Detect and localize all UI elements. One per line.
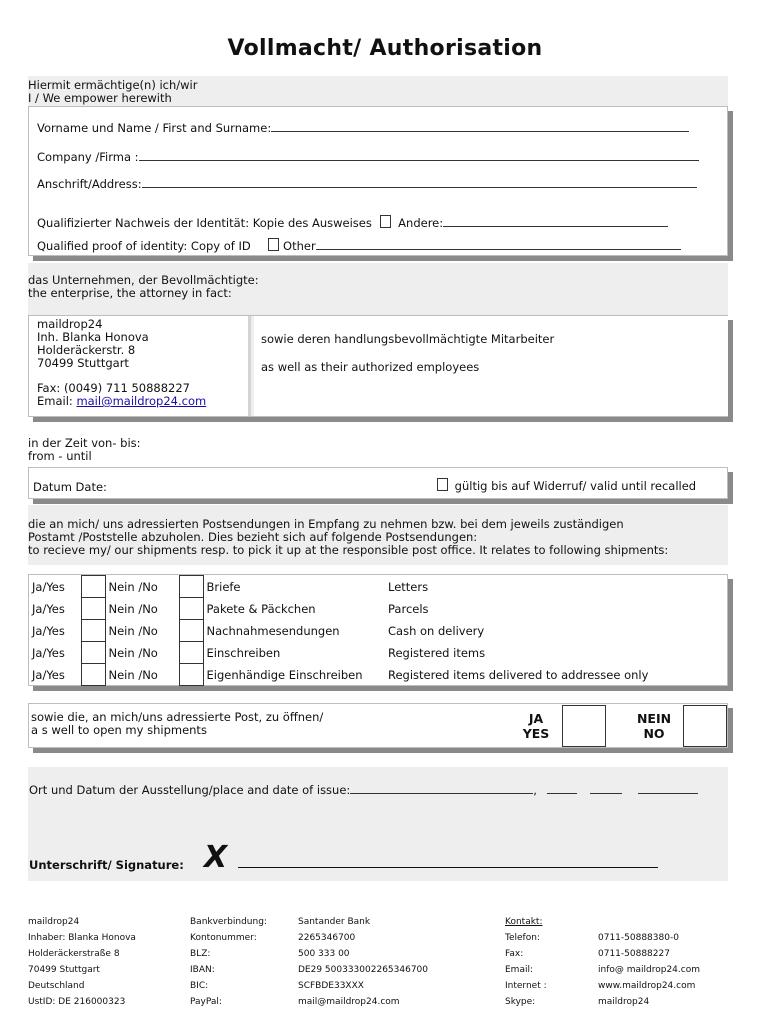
footer-contact-value: 0711-50888227: [598, 949, 670, 959]
issue-band: [28, 767, 728, 837]
footer-contact-title: Kontakt:: [505, 917, 543, 927]
shipment-row: [29, 598, 725, 620]
shipment-yes-checkbox[interactable]: [81, 664, 105, 686]
company-name: maildrop24: [37, 317, 103, 331]
footer-bank-value: mail@maildrop24.com: [298, 997, 400, 1007]
shipment-type-en: Cash on delivery: [388, 623, 485, 638]
footer-contact-label: Email:: [505, 965, 534, 975]
footer-bank-value: SCFBDE33XXX: [298, 981, 364, 991]
shipment-row: [29, 664, 725, 686]
date-label[interactable]: Datum Date:: [33, 480, 107, 494]
open-yes: YES: [522, 726, 550, 741]
valid-row: [437, 478, 696, 493]
id-en-row: [37, 238, 681, 253]
footer-company-line: 70499 Stuttgart: [28, 965, 100, 975]
shipment-type-en: Registered items: [388, 645, 486, 660]
shipment-yes-label: Ja/Yes: [32, 667, 65, 682]
shipment-row: [29, 576, 725, 598]
shipment-no-label: Nein /No: [108, 645, 158, 660]
shipment-no-checkbox[interactable]: [179, 620, 203, 642]
shipment-no-label: Nein /No: [108, 623, 158, 638]
footer-bank-label: BLZ:: [190, 949, 211, 959]
footer-bank-value: 2265346700: [298, 933, 356, 943]
enterprise-band: [28, 263, 728, 315]
receipt-line-1: die an mich/ uns adressierten Postsendungen in Empfang zu nehmen bzw. bei dem jeweils zuständigen: [28, 517, 624, 531]
shipment-type-en: Letters: [388, 579, 429, 594]
shipment-yes-checkbox[interactable]: [81, 642, 105, 664]
company-label: Company /Firma :: [37, 150, 139, 164]
issue-row[interactable]: Ort und Datum der Ausstellung/place and date of issue: ,: [29, 783, 698, 797]
open-ja: JA: [528, 711, 544, 726]
footer-bank-value: 500 333 00: [298, 949, 350, 959]
shipment-type-de: Pakete & Päckchen: [206, 601, 316, 616]
footer-bank-values: [298, 914, 468, 1010]
issue-place-line[interactable]: [350, 783, 533, 794]
shipment-no-checkbox[interactable]: [179, 598, 203, 620]
company-email-label: Email:: [37, 394, 73, 408]
receipt-line-2: Postamt /Poststelle abzuholen. Dies bezieht sich auf folgende Postsendungen:: [28, 530, 478, 544]
footer-company-line: maildrop24: [28, 917, 80, 927]
shipment-no-label: Nein /No: [108, 579, 158, 594]
id-en-checkbox[interactable]: [268, 238, 279, 251]
open-line-de: sowie die, an mich/uns adressierte Post, zu öffnen/: [31, 710, 324, 724]
issue-year-line[interactable]: [638, 783, 698, 794]
open-yes-label: [521, 711, 551, 741]
id-de-row: [37, 215, 668, 230]
period-line-en: from - until: [28, 449, 92, 463]
open-nein: NEIN: [636, 711, 672, 726]
open-shipments-box: [28, 703, 728, 748]
name-label: Vorname und Name / First and Surname:: [37, 121, 272, 135]
shipment-yes-label: Ja/Yes: [32, 645, 65, 660]
period-line-de: in der Zeit von- bis:: [28, 436, 141, 450]
footer-company: [28, 914, 188, 1010]
intro-line-en: I / We empower herewith: [28, 91, 172, 105]
enterprise-line-de: das Unternehmen, der Bevollmächtigte:: [28, 273, 259, 287]
shipment-type-en: Registered items delivered to addressee only: [388, 667, 649, 682]
person-details-box: [28, 106, 728, 256]
footer-contact-labels: [505, 914, 577, 1010]
enterprise-line-en: the enterprise, the attorney in fact:: [28, 286, 232, 300]
shipment-type-de: Briefe: [206, 579, 241, 594]
issue-month-line[interactable]: [590, 783, 622, 794]
open-yes-checkbox[interactable]: [562, 705, 606, 747]
open-no-checkbox[interactable]: [683, 705, 727, 747]
company-fax: Fax: (0049) 711 50888227: [37, 381, 190, 395]
footer-bank-label: BIC:: [190, 981, 209, 991]
shipment-no-checkbox[interactable]: [179, 664, 203, 686]
footer-contact-label: Internet :: [505, 981, 547, 991]
open-line-en: a s well to open my shipments: [31, 723, 207, 737]
footer-contact-values: [598, 930, 748, 1010]
footer-company-line: UstID: DE 216000323: [28, 997, 126, 1007]
company-email-row: [29, 395, 248, 408]
shipment-yes-checkbox[interactable]: [81, 576, 105, 598]
footer-bank-label: PayPal:: [190, 997, 222, 1007]
issue-label: Ort und Datum der Ausstellung/place and date of issue:: [29, 783, 351, 797]
id-copy-checkbox[interactable]: [380, 215, 391, 228]
id-de-other-label: Andere:: [398, 216, 444, 230]
shipment-no-label: Nein /No: [108, 667, 158, 682]
intro-band: [28, 76, 728, 106]
shipment-no-checkbox[interactable]: [179, 642, 203, 664]
shipment-row: [29, 642, 725, 664]
employees-en: as well as their authorized employees: [261, 360, 480, 374]
footer-bank-label: IBAN:: [190, 965, 215, 975]
shipment-type-de: Nachnahmesendungen: [206, 623, 340, 638]
footer-bank-value: DE29 500333002265346700: [298, 965, 428, 975]
name-field[interactable]: [37, 121, 689, 135]
page-title: Vollmacht/ Authorisation: [227, 36, 543, 61]
open-no: NO: [643, 726, 665, 741]
company-line[interactable]: [139, 150, 699, 161]
footer-contact-label: Skype:: [505, 997, 536, 1007]
address-line[interactable]: [142, 177, 697, 188]
signature-band: [28, 837, 728, 881]
footer-contact-value: www.maildrop24.com: [598, 981, 696, 991]
company-employees-cell: [254, 316, 728, 416]
shipments-box: [28, 574, 728, 686]
footer-bank-label: Kontonummer:: [190, 933, 257, 943]
shipment-no-label: Nein /No: [108, 601, 158, 616]
open-no-label: [629, 711, 679, 741]
footer-company-line: Holderäckerstraße 8: [28, 949, 120, 959]
shipment-yes-checkbox[interactable]: [81, 620, 105, 642]
footer-contact-value: maildrop24: [598, 997, 650, 1007]
intro-line-de: Hiermit ermächtige(n) ich/wir: [28, 78, 198, 92]
company-address-cell: [29, 316, 251, 416]
shipment-type-en: Parcels: [388, 601, 429, 616]
address-label: Anschrift/Address:: [37, 177, 142, 191]
shipments-table: [29, 575, 726, 686]
footer-bank-label: Bankverbindung:: [190, 917, 267, 927]
footer-bank-labels: [190, 914, 281, 1010]
receipt-line-3: to recieve my/ our shipments resp. to pick it up at the responsible post office. It relates to following shipments:: [28, 543, 669, 557]
id-other-line[interactable]: [443, 216, 668, 227]
address-field[interactable]: [37, 177, 697, 191]
footer-contact-label: Fax:: [505, 949, 524, 959]
footer-contact-value: info@ maildrop24.com: [598, 965, 700, 975]
valid-until-recalled-checkbox[interactable]: [437, 478, 448, 491]
date-box: [28, 467, 728, 499]
company-field[interactable]: [37, 150, 699, 164]
id-de-label: Qualifizierter Nachweis der Identität: Kopie des Ausweises: [37, 216, 372, 230]
footer-company-line: Deutschland: [28, 981, 85, 991]
shipment-row: [29, 620, 725, 642]
id-en-label: Qualified proof of identity: Copy of ID: [37, 239, 251, 253]
footer-company-line: Inhaber: Blanka Honova: [28, 933, 136, 943]
company-box: [28, 315, 728, 417]
company-email-link[interactable]: mail@maildrop24.com: [76, 394, 207, 408]
shipment-yes-checkbox[interactable]: [81, 598, 105, 620]
shipment-yes-label: Ja/Yes: [32, 579, 65, 594]
period-heading: [28, 437, 141, 463]
shipment-type-de: Einschreiben: [206, 645, 281, 660]
employees-de: sowie deren handlungsbevollmächtigte Mitarbeiter: [261, 332, 555, 346]
shipment-yes-label: Ja/Yes: [32, 623, 65, 638]
signature-line[interactable]: [238, 867, 658, 868]
open-text: [31, 711, 323, 737]
receipt-band: [28, 505, 728, 565]
issue-day-line[interactable]: [547, 783, 577, 794]
company-street: Holderäckerstr. 8: [37, 343, 136, 357]
footer-bank-value: Santander Bank: [298, 917, 371, 927]
name-line[interactable]: [271, 121, 689, 132]
shipment-type-de: Eigenhändige Einschreiben: [206, 667, 363, 682]
signature-label: Unterschrift/ Signature:: [29, 858, 184, 872]
company-city: 70499 Stuttgart: [37, 356, 129, 370]
id-en-other-label: Other: [283, 239, 316, 253]
shipment-no-checkbox[interactable]: [179, 576, 203, 598]
id-en-other-line[interactable]: [316, 239, 681, 250]
signature-x-mark: X: [204, 840, 228, 875]
valid-label: gültig bis auf Widerruf/ valid until recalled: [454, 479, 697, 493]
footer-contact-label: Telefon:: [505, 933, 540, 943]
shipment-yes-label: Ja/Yes: [32, 601, 65, 616]
company-owner: Inh. Blanka Honova: [37, 330, 149, 344]
footer-contact-value: 0711-50888380-0: [598, 933, 679, 943]
